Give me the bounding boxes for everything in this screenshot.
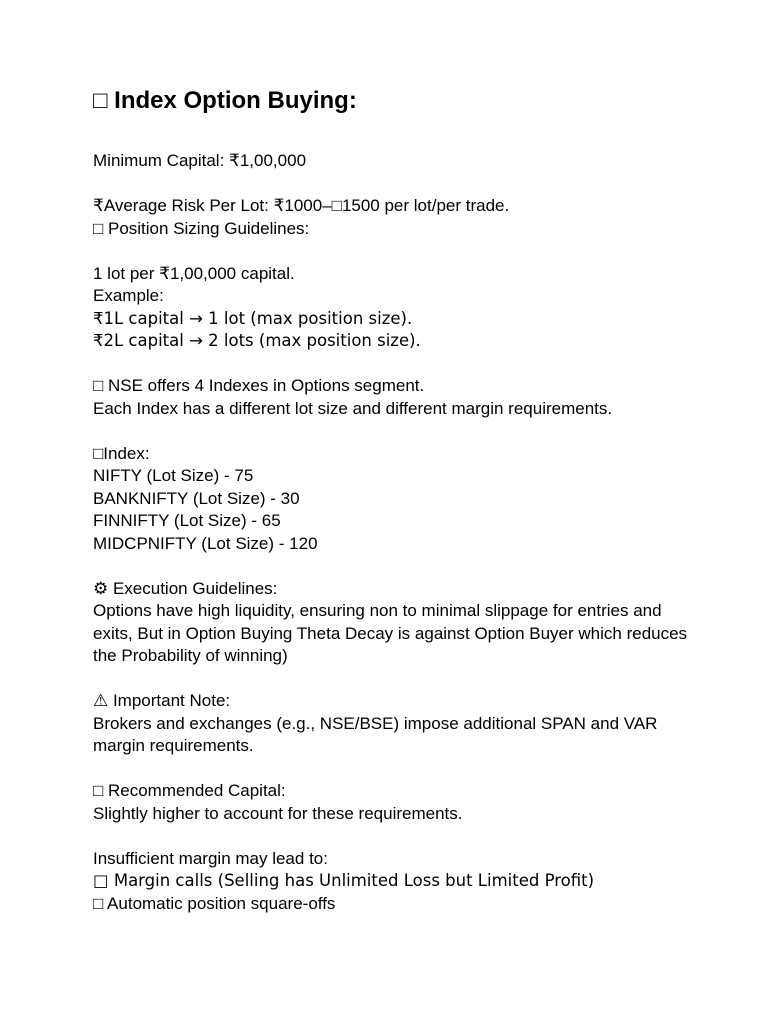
margin-calls-item: □ Margin calls (Selling has Unlimited Loss but Limited Profit) [93, 871, 595, 890]
spacer [93, 668, 693, 691]
spacer [93, 353, 693, 376]
example-line-2: ₹2L capital → 2 lots (max position size). [93, 331, 421, 350]
minimum-capital-line: Minimum Capital: ₹1,00,000 [93, 151, 307, 170]
insufficient-margin-line: Insufficient margin may lead to: [93, 848, 328, 868]
recommended-capital-heading: □ Recommended Capital: [93, 781, 286, 800]
spacer [93, 825, 693, 848]
important-note-body: Brokers and exchanges (e.g., NSE/BSE) impose additional SPAN and VAR margin requirements. [93, 713, 658, 755]
sizing-rule-line: 1 lot per ₹1,00,000 capital. [93, 263, 295, 283]
spacer [93, 420, 693, 443]
example-line-1: ₹1L capital → 1 lot (max position size). [93, 308, 413, 328]
recommended-capital-body: Slightly higher to account for these requirements. [93, 803, 463, 823]
average-risk-line: ₹Average Risk Per Lot: ₹1000–□1500 per lot/per trade. [93, 196, 510, 215]
spacer [93, 758, 693, 781]
page-title: □ Index Option Buying: [93, 87, 357, 114]
execution-guidelines-heading: ⚙ Execution Guidelines: [93, 578, 278, 598]
example-label: Example: [93, 286, 164, 305]
spacer [93, 240, 693, 263]
index-item-midcpnifty: MIDCPNIFTY (Lot Size) - 120 [93, 533, 318, 553]
spacer [93, 173, 693, 196]
nse-offers-line: □ NSE offers 4 Indexes in Options segment. [93, 376, 425, 395]
execution-guidelines-body: Options have high liquidity, ensuring non to minimal slippage for entries and exits, But in Option Buying Theta Decay is against Option Buyer which reduces the Probability of winning) [93, 601, 688, 665]
index-item-nifty: NIFTY (Lot Size) - 75 [93, 466, 254, 485]
spacer [93, 555, 693, 578]
important-note-heading: ⚠ Important Note: [93, 691, 231, 710]
document-page [93, 86, 693, 915]
square-offs-item: □ Automatic position square-offs [93, 893, 336, 913]
index-item-finnifty: FINNIFTY (Lot Size) - 65 [93, 511, 281, 530]
each-index-line: Each Index has a different lot size and different margin requirements. [93, 398, 613, 418]
index-heading: □Index: [93, 443, 150, 463]
index-item-banknifty: BANKNIFTY (Lot Size) - 30 [93, 488, 300, 508]
position-sizing-heading: □ Position Sizing Guidelines: [93, 218, 310, 238]
